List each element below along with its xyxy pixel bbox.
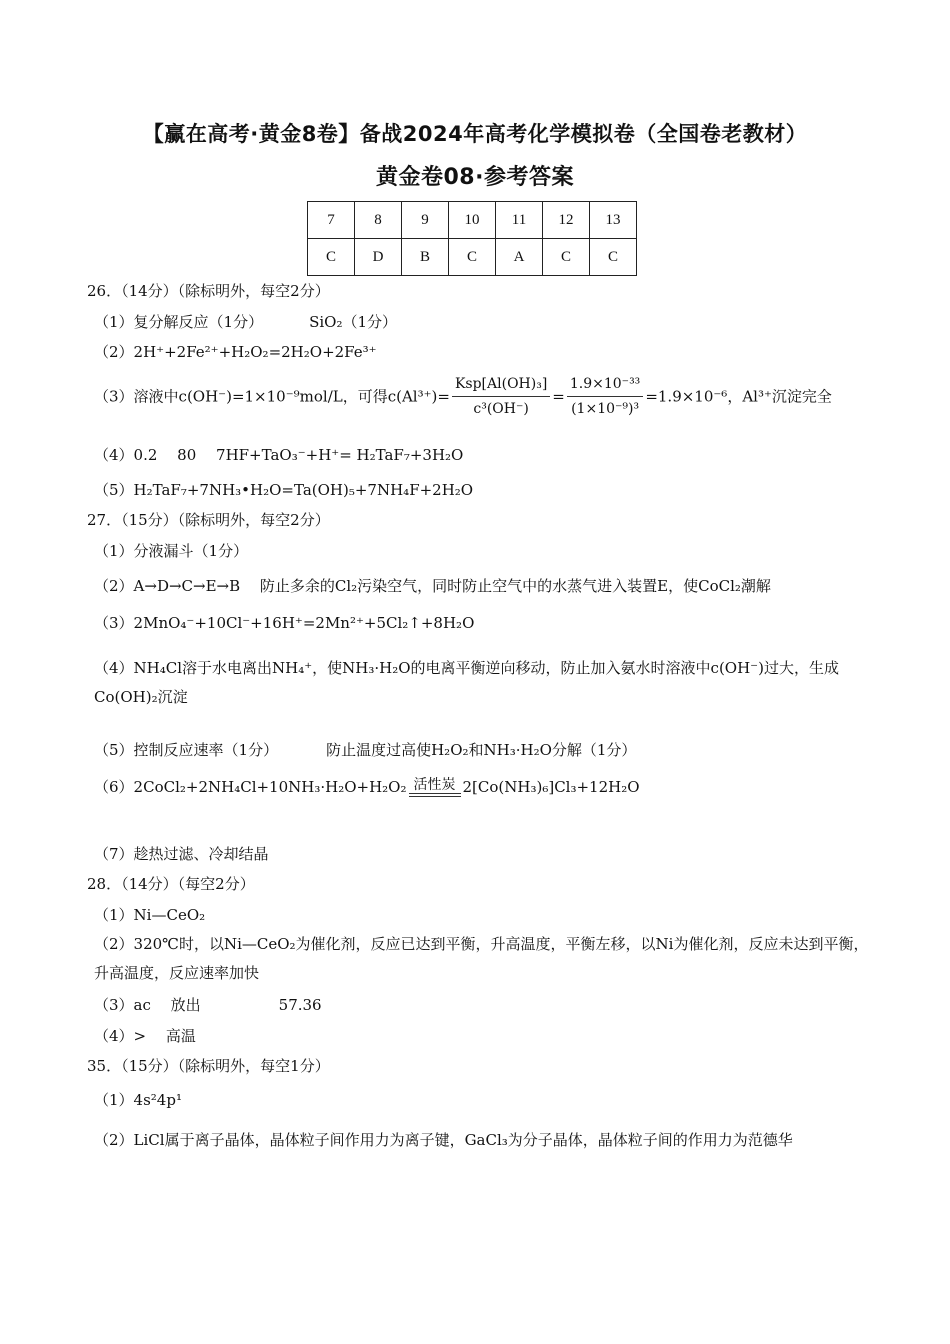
q26-part3-result: =1.9×10⁻⁶，Al³⁺沉淀完全 bbox=[645, 387, 832, 406]
q35-header: 35．（15分）（除标明外，每空1分） bbox=[87, 1057, 330, 1075]
q26-header: 26．（14分）（除标明外，每空2分） bbox=[87, 282, 330, 300]
fraction-numerator: Ksp[Al(OH)₃] bbox=[452, 374, 550, 397]
q28-part2: （2）320℃时，以Ni—CeO₂为催化剂，反应已达到平衡，升高温度，平衡左移，以Ni为催化剂，反应未达到平衡，升高温度，反应速率加快 bbox=[94, 935, 869, 982]
fraction-denominator: (1×10⁻⁹)³ bbox=[571, 401, 640, 417]
q26-part5: （5）H₂TaF₇+7NH₃•H₂O=Ta(OH)₅+7NH₄F+2H₂O bbox=[94, 481, 474, 499]
table-cell: 13 bbox=[590, 202, 637, 239]
table-cell: D bbox=[355, 239, 402, 276]
q26-part4: （4）0.2 80 7HF+TaO₃⁻+H⁺= H₂TaF₇+3H₂O bbox=[94, 446, 464, 464]
q35-part2: （2）LiCl属于离子晶体，晶体粒子间作用力为离子键，GaCl₃为分子晶体，晶体粒子间的作用力为范德华 bbox=[94, 1131, 793, 1149]
table-cell: C bbox=[543, 239, 590, 276]
table-cell: C bbox=[449, 239, 496, 276]
q27-part5-b: 防止温度过高使H₂O₂和NH₃·H₂O分解（1分） bbox=[326, 741, 637, 759]
table-cell: 7 bbox=[308, 202, 355, 239]
q27-part5-a: （5）控制反应速率（1分） bbox=[94, 741, 279, 759]
catalyst-label: 活性炭 bbox=[413, 777, 456, 793]
q27-part6-reactants: （6）2CoCl₂+2NH₄Cl+10NH₃·H₂O+H₂O₂ bbox=[94, 778, 407, 796]
q27-header: 27．（15分）（除标明外，每空2分） bbox=[87, 511, 330, 529]
q28-part3 bbox=[94, 995, 322, 1015]
q27-part5 bbox=[94, 740, 636, 760]
q26-part1 bbox=[94, 312, 397, 332]
q28-header: 28．（14分）（每空2分） bbox=[87, 875, 255, 893]
table-cell: 10 bbox=[449, 202, 496, 239]
q26-part1-a: （1）复分解反应（1分） bbox=[94, 313, 264, 331]
q28-part3-a: （3）ac 放出 bbox=[94, 996, 201, 1014]
ksp-fraction bbox=[452, 374, 550, 419]
q35-part1: （1）4s²4p¹ bbox=[94, 1091, 182, 1109]
q27-part2: （2）A→D→C→E→B 防止多余的Cl₂污染空气，同时防止空气中的水蒸气进入装置E，使CoCl₂潮解 bbox=[94, 577, 771, 595]
q26-part1-b: SiO₂（1分） bbox=[309, 313, 398, 331]
equals-sign: = bbox=[552, 387, 565, 406]
q28-part1: （1）Ni—CeO₂ bbox=[94, 906, 206, 924]
table-cell: B bbox=[402, 239, 449, 276]
q27-part3: （3）2MnO₄⁻+10Cl⁻+16H⁺=2Mn²⁺+5Cl₂↑+8H₂O bbox=[94, 614, 475, 632]
q26-part3-text: （3）溶液中c(OH⁻)=1×10⁻⁹mol/L，可得c(Al³⁺)= bbox=[94, 387, 450, 406]
table-row-questions bbox=[308, 202, 637, 239]
q28-part4: （4）> 高温 bbox=[94, 1027, 196, 1045]
fraction-denominator: c³(OH⁻) bbox=[473, 401, 529, 417]
table-cell: 11 bbox=[496, 202, 543, 239]
q26-part3 bbox=[94, 374, 832, 419]
q27-part6 bbox=[94, 777, 640, 797]
q27-part6-products: 2[Co(NH₃)₆]Cl₃+12H₂O bbox=[462, 778, 640, 796]
fraction-numerator: 1.9×10⁻³³ bbox=[567, 374, 643, 397]
q27-part7: （7）趁热过滤、冷却结晶 bbox=[94, 845, 269, 863]
q26-part2: （2）2H⁺+2Fe²⁺+H₂O₂=2H₂O+2Fe³⁺ bbox=[94, 343, 377, 361]
q27-part4: （4）NH₄Cl溶于水电离出NH₄⁺，使NH₃·H₂O的电离平衡逆向移动，防止加入氨水时溶液中c(OH⁻)过大，生成Co(OH)₂沉淀 bbox=[94, 659, 839, 706]
table-cell: 9 bbox=[402, 202, 449, 239]
reaction-condition bbox=[409, 777, 461, 797]
q28-part3-b: 57.36 bbox=[278, 996, 322, 1014]
table-row-answers bbox=[308, 239, 637, 276]
page-title: 【赢在高考·黄金8卷】备战2024年高考化学模拟卷（全国卷老教材） bbox=[142, 122, 808, 146]
page-subtitle: 黄金卷08·参考答案 bbox=[376, 165, 574, 190]
table-cell: 12 bbox=[543, 202, 590, 239]
q27-part1: （1）分液漏斗（1分） bbox=[94, 542, 249, 560]
table-cell: A bbox=[496, 239, 543, 276]
table-cell: C bbox=[308, 239, 355, 276]
equals-double-bar bbox=[409, 793, 461, 797]
table-cell: C bbox=[590, 239, 637, 276]
answer-table bbox=[307, 201, 637, 276]
table-cell: 8 bbox=[355, 202, 402, 239]
value-fraction bbox=[567, 374, 643, 419]
